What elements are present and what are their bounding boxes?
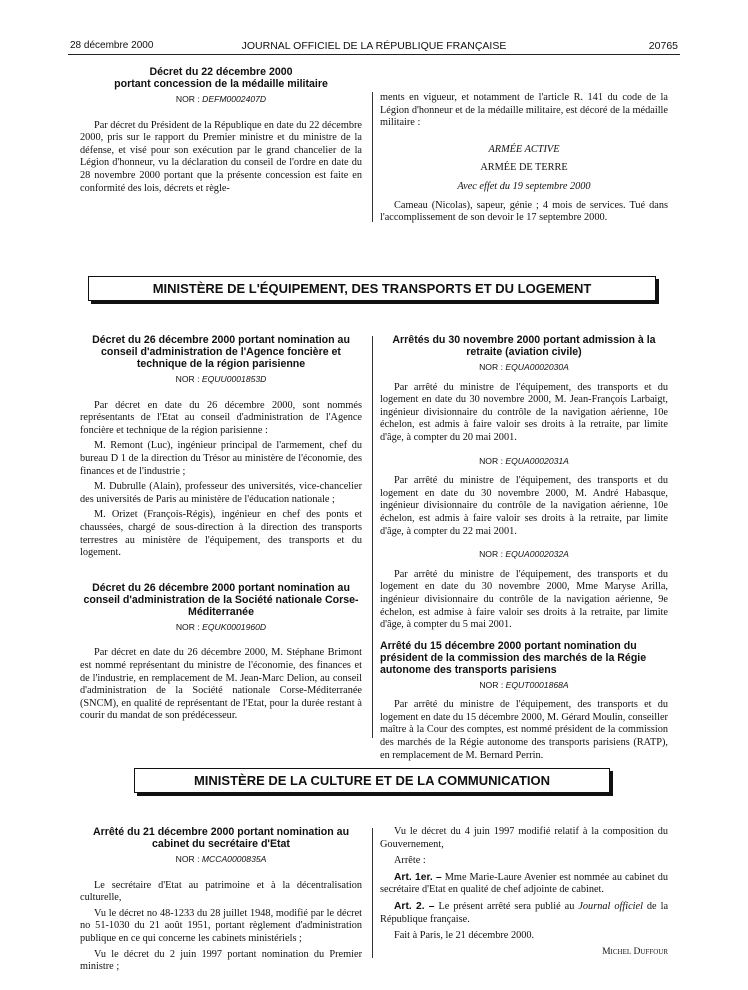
- aftrp-para-3: M. Dubrulle (Alain), professeur des universités, vice-chancelier des universités de Paris au ministère de l'éducation nationale ;: [80, 481, 362, 505]
- retraite-arilla: Par arrêté du ministre de l'équipement, des transports et du logement en date du 30 novembre 2000, Mme Maryse Arilla, ingénieur divisionnaire du contrôle de la navigation aérienne, 9e échelon, est admise à faire valoir ses droits à la retraite, par limite d'âge, à compter du 5 mai 2001.: [380, 568, 668, 631]
- cabinet-nor: NOR : MCCA0000835A: [175, 854, 267, 864]
- effet-date: Avec effet du 19 septembre 2000: [457, 180, 591, 192]
- retraite-nor-1: NOR : EQUA0002030A: [479, 362, 569, 372]
- armee-active-heading: ARMÉE ACTIVE: [488, 143, 560, 155]
- vu-decret-gouvernement: Vu le décret du 4 juin 1997 modifié relatif à la composition du Gouvernement,: [380, 826, 668, 850]
- retraite-larbaigt: Par arrêté du ministre de l'équipement, des transports et du logement en date du 30 novembre 2000, M. Jean-François Larbaigt, ingénieur divisionnaire du contrôle de la navigation aérienne, 10e échelon, est admis à faire valoir ses droits à la retraite, par limite d'âge, à compter du 20 mai 2001.: [380, 381, 668, 443]
- sncm-para: Par décret en date du 26 décembre 2000, M. Stéphane Brimont est nommé représentant du ministre de l'économie, des finances et de l'industrie, en remplacement de M. Jean-Marc Delion, au conseil d'administration de la Société nationale Corse-Méditerranée (SNCM), en qualité de représentant de l'Etat, pour la durée restant à courir du mandat de son prédécesseur.: [80, 647, 362, 722]
- ratp-para: Par arrêté du ministre de l'équipement, des transports et du logement en date du 15 décembre 2000, M. Gérard Moulin, conseiller maître à la Cour des comptes, est nommé président de la commission des marchés de la Régie autonome des transports parisiens (RATP), en remplacement de M. Bernard Perrin.: [380, 699, 668, 761]
- retraite-nor-3: NOR : EQUA0002032A: [479, 549, 569, 560]
- ratp-arrete-title: Arrêté du 15 décembre 2000 portant nomination du président de la commission des marchés de la Régie autonome des transports parisiens: [380, 639, 647, 676]
- article-1: [380, 872, 668, 897]
- retraite-nor-2: NOR : EQUA0002031A: [479, 455, 569, 466]
- article-2: [380, 901, 668, 926]
- nor-code: MCCA0000835A: [201, 854, 267, 864]
- aftrp-para-1: Par décret en date du 26 décembre 2000, sont nommés représentants de l'Etat au conseil d'administration de l'Agence foncière et technique de la région parisienne :: [80, 399, 362, 436]
- retraite-habasque: Par arrêté du ministre de l'équipement, des transports et du logement en date du 30 novembre 2000, M. André Habasque, ingénieur divisionnaire du contrôle de la navigation aérienne, 10e échelon, est admis à faire valoir ses droits à la retraite, par limite d'âge, à compter du 22 mai 2001.: [380, 475, 668, 537]
- ministry-equipement-heading: MINISTÈRE DE L'ÉQUIPEMENT, DES TRANSPORTS ET DU LOGEMENT: [88, 276, 656, 301]
- arrete-label: Arrête :: [394, 855, 426, 867]
- aftrp-para-2: M. Remont (Luc), ingénieur principal de l'armement, chef du bureau D 1 de la direction du Trésor au ministère de l'économie, des finances et de l'industrie ;: [80, 440, 362, 477]
- nor-code: EQUA0002032A: [505, 549, 569, 560]
- medaille-continuation: ments en vigueur, et notamment de l'article R. 141 du code de la Légion d'honneur et de la médaille militaire, est décoré de la médaille militaire :: [380, 92, 668, 129]
- medaille-nor: [80, 93, 362, 106]
- aftrp-nor: NOR : EQUU0001853D: [175, 374, 267, 384]
- column-divider: [372, 92, 373, 222]
- medaille-body: Par décret du Président de la République en date du 22 décembre 2000, pris sur le rapport du Premier ministre et du ministre de la défense, et visé pour son exécution par le grand chancelier de la Légion d'honneur, vu la déclaration du conseil de l'ordre en date du 28 novembre 2000 portant que la présente concession est faite en conformité des lois, décrets et règle-: [80, 119, 362, 194]
- nor-label: NOR :: [175, 94, 200, 104]
- aftrp-decret-title: Décret du 26 décembre 2000 portant nomination au conseil d'administration de l'Agence foncière et technique de la région parisienne: [92, 334, 350, 370]
- header-journal-title: JOURNAL OFFICIEL DE LA RÉPUBLIQUE FRANÇAISE: [241, 40, 507, 52]
- cabinet-arrete-title: Arrêté du 21 décembre 2000 portant nomination au cabinet du secrétaire d'Etat: [92, 826, 350, 850]
- equipement-left-column: [80, 334, 362, 726]
- ministry-culture-heading: MINISTÈRE DE LA CULTURE ET DE LA COMMUNICATION: [134, 768, 610, 793]
- header-page-number: 20765: [648, 40, 678, 52]
- cameau-entry: Cameau (Nicolas), sapeur, génie ; 4 mois de services. Tué dans l'accomplissement de son devoir le 17 septembre 2000.: [380, 199, 668, 224]
- sncm-decret-title: Décret du 26 décembre 2000 portant nomination au conseil d'administration de la Société nationale Corse-Méditerranée: [83, 581, 359, 618]
- article-1-label: Art. 1er. –: [394, 871, 442, 883]
- fait-a-paris: Fait à Paris, le 21 décembre 2000.: [394, 930, 535, 942]
- nor-code: EQUK0001960D: [202, 621, 267, 632]
- column-divider: [372, 336, 373, 738]
- culture-left-column: [80, 826, 362, 977]
- article-1-text: Mme Marie-Laure Avenier est nommée au cabinet du secrétaire d'Etat en qualité de chef adjointe de cabinet.: [380, 871, 668, 896]
- signature: Michel Duffour: [602, 946, 668, 957]
- journal-officiel-ref: Journal officiel: [578, 900, 643, 912]
- nor-code: EQUT0001868A: [505, 679, 569, 690]
- column-divider: [372, 828, 373, 958]
- medaille-decret-right: [380, 92, 668, 228]
- header-rule: [68, 54, 680, 55]
- cabinet-para-3: Vu le décret du 2 juin 1997 portant nomination du Premier ministre ;: [80, 948, 362, 973]
- aftrp-para-4: M. Orizet (François-Régis), ingénieur en chef des ponts et chaussées, chargé de sous-direction à la direction des transports terrestres au ministère de l'équipement, des transports et du logement.: [80, 509, 362, 559]
- ratp-nor: NOR : EQUT0001868A: [479, 679, 569, 690]
- armee-terre-heading: ARMÉE DE TERRE: [480, 162, 568, 174]
- nor-code: EQUU0001853D: [201, 374, 267, 384]
- culture-right-column: [380, 826, 668, 958]
- equipement-right-column: [380, 334, 668, 765]
- nor-code: EQUA0002031A: [505, 455, 569, 466]
- header-date: 28 décembre 2000: [70, 40, 154, 51]
- article-2-text-b: de la République française.: [380, 900, 669, 925]
- sncm-nor: NOR : EQUK0001960D: [175, 621, 267, 632]
- nor-code: EQUA0002030A: [505, 362, 569, 372]
- cabinet-para-1: Le secrétaire d'Etat au patrimoine et à la décentralisation culturelle,: [80, 879, 362, 904]
- article-2-label: Art. 2. –: [394, 900, 435, 912]
- retraite-arretes-title: Arrêtés du 30 novembre 2000 portant admission à la retraite (aviation civile): [392, 334, 656, 358]
- nor-code: DEFM0002407D: [202, 94, 267, 104]
- medaille-decret-left: [80, 66, 362, 198]
- medaille-decret-title: Décret du 22 décembre 2000 portant concession de la médaille militaire: [114, 66, 328, 90]
- cabinet-para-2: Vu le décret no 48-1233 du 28 juillet 1948, modifié par le décret no 51-1030 du 21 août 1951, portant règlement d'administration publique en ce qui concerne les cabinets ministériels ;: [80, 907, 362, 944]
- article-2-text-a: Le présent arrêté sera publié au: [438, 900, 575, 912]
